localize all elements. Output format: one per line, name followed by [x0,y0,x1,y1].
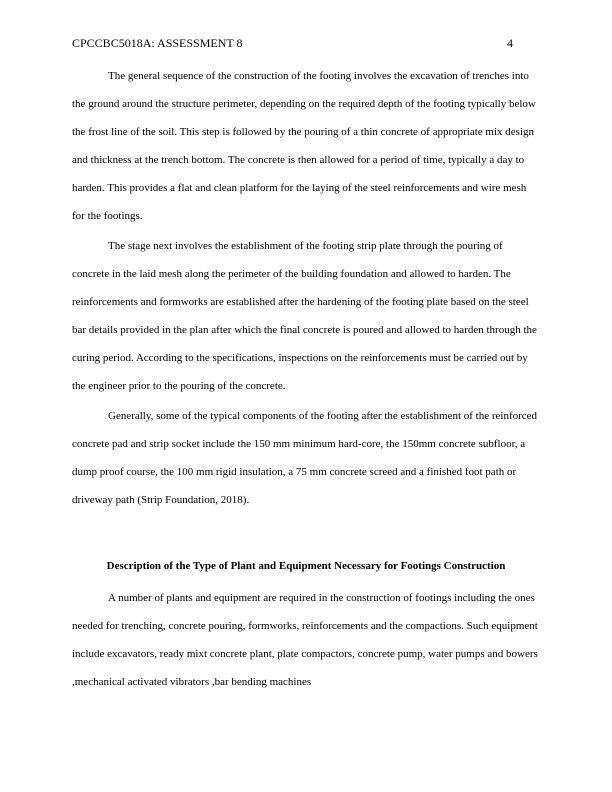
body-text [72,62,540,696]
paragraph-footing-strip-plate: The stage next involves the establishment of the footing strip plate through the pouring of concrete in the laid mesh along the perimeter of the building foundation and allowed to harden. The reinforcements and formworks are established after the hardening of the footing plate based on the steel bar details provided in the plan after which the final concrete is poured and allowed to harden through the curing period. According to the specifications, inspections on the reinforcements must be carried out by the engineer prior to the pouring of the concrete. [72,240,537,392]
running-head: CPCCBC5018A: ASSESSMENT 8 [72,36,243,50]
paragraph-plant-equipment: A number of plants and equipment are required in the construction of footings including the ones needed for trenching, concrete pouring, formworks, reinforcements and the compactions. Such equipment include excavators, ready mixt concrete plant, plate compactors, concrete pump, water pumps and bowers ,mechanical activated vibrators ,bar bending machines [72,592,538,688]
paragraph-footing-components: Generally, some of the typical components of the footing after the establishment of the reinforced concrete pad and strip socket include the 150 mm minimum hard-core, the 150mm concrete subfloor, a dump proof course, the 100 mm rigid insulation, a 75 mm concrete screed and a finished foot path or driveway path (Strip Foundation, 2018). [72,410,538,506]
page-number: 4 [507,36,513,50]
page-header [72,36,540,52]
paragraph-construction-sequence: The general sequence of the construction of the footing involves the excavation of trenches into the ground around the structure perimeter, depending on the required depth of the footing typically below the frost line of the soil. This step is followed by the pouring of a thin concrete of appropriate mix design and thickness at the trench bottom. The concrete is then allowed for a period of time, typically a day to harden. This provides a flat and clean platform for the laying of the steel reinforcements and wire mesh for the footings. [72,70,536,222]
section-heading: Description of the Type of Plant and Equipment Necessary for Footings Construction [106,560,506,572]
